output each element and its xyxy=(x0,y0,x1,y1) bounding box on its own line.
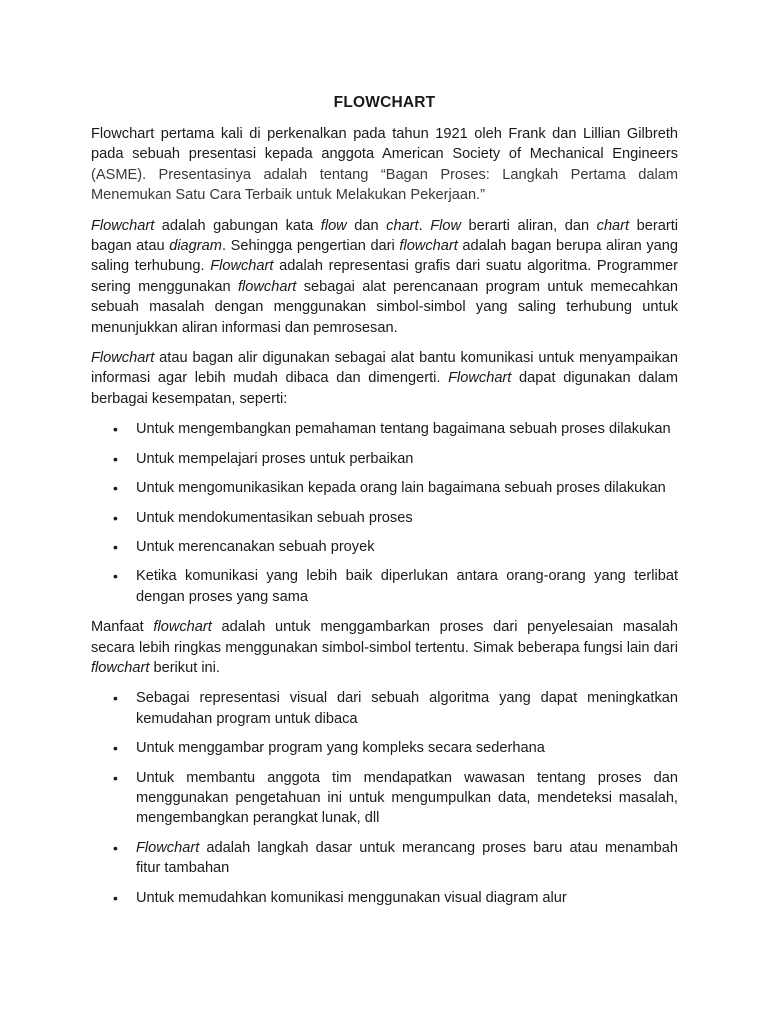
list-item xyxy=(91,449,678,469)
term-flowchart: flowchart xyxy=(153,619,212,636)
paragraph-usage xyxy=(91,348,678,409)
list-item xyxy=(91,508,678,528)
term-flow: flow xyxy=(320,217,347,234)
bullet-icon: • xyxy=(113,568,118,585)
list-item-text: Untuk membantu anggota tim mendapatkan wawasan tentang proses dan menggunakan pengetahuan ini untuk mengumpulkan data, mendeteksi masalah, mengembangkan perangkat lunak, dll xyxy=(136,769,678,827)
text-segment: berarti bagan atau xyxy=(91,217,678,255)
list-item xyxy=(91,888,678,908)
term-flowchart: flowchart xyxy=(399,238,458,255)
list-item-text: Sebagai representasi visual dari sebuah algoritma yang dapat meningkatkan kemudahan program untuk dibaca xyxy=(136,690,678,727)
term-flowchart: Flowchart xyxy=(136,839,200,856)
text-segment: dapat digunakan dalam berbagai kesempatan, seperti: xyxy=(91,370,678,407)
list-item xyxy=(91,688,678,729)
bullet-icon: • xyxy=(113,450,118,467)
term-flowchart: flowchart xyxy=(237,278,297,295)
term-flowchart: flowchart xyxy=(91,659,150,676)
list-item-text: Untuk menggambar program yang kompleks secara sederhana xyxy=(136,740,545,757)
bullet-icon: • xyxy=(113,509,118,526)
list-item-text: Untuk mendokumentasikan sebuah proses xyxy=(136,509,413,526)
text-segment: adalah bagan berupa aliran yang saling terhubung. xyxy=(91,238,678,275)
text-segment: Manfaat xyxy=(91,619,154,636)
list-item xyxy=(91,738,678,758)
list-item-text: Untuk memudahkan komunikasi menggunakan visual diagram alur xyxy=(136,889,567,906)
term-flow: Flow xyxy=(430,217,462,234)
list-item-text: Untuk merencanakan sebuah proyek xyxy=(136,538,375,555)
list-item xyxy=(91,419,678,439)
text-segment: . Sehingga pengertian dari xyxy=(221,238,400,255)
text-segment: atau bagan alir digunakan sebagai alat bantu komunikasi untuk menyampaikan informasi agar lebih mudah dibaca dan dimengerti. xyxy=(91,350,678,387)
text-segment: adalah gabungan kata xyxy=(154,217,321,234)
bullet-icon: • xyxy=(113,889,118,906)
term-flowchart: Flowchart xyxy=(91,350,155,367)
list-item xyxy=(91,838,678,879)
list-item xyxy=(91,478,678,498)
bullet-icon: • xyxy=(113,740,118,757)
functions-list xyxy=(91,688,678,908)
usage-list xyxy=(91,419,678,607)
document-title: FLOWCHART xyxy=(333,94,436,111)
term-flowchart: Flowchart xyxy=(448,370,512,387)
text-segment: adalah representasi grafis dari suatu algoritma. Programmer sering menggunakan xyxy=(91,258,678,295)
bullet-icon: • xyxy=(113,769,118,786)
list-item-text: Untuk mempelajari proses untuk perbaikan xyxy=(136,450,414,467)
term-diagram: diagram xyxy=(169,238,222,255)
list-item-text: Untuk mengomunikasikan kepada orang lain bagaimana sebuah proses dilakukan xyxy=(136,480,666,497)
list-item xyxy=(91,768,678,829)
list-item-text: adalah langkah dasar untuk merancang proses baru atau menambah fitur tambahan xyxy=(136,839,678,877)
text-segment: adalah untuk menggambarkan proses dari penyelesaian masalah secara lebih ringkas menggunakan simbol-simbol tertentu. Simak beberapa fungsi lain dari xyxy=(91,619,678,656)
paragraph-benefits xyxy=(91,617,678,678)
text-segment: berikut ini. xyxy=(149,659,220,676)
list-item xyxy=(91,537,678,557)
text-segment: . xyxy=(418,217,431,234)
paragraph-history xyxy=(91,124,678,206)
term-flowchart: Flowchart xyxy=(210,258,274,275)
paragraph-history-text: Flowchart pertama kali di perkenalkan pada tahun 1921 oleh Frank dan Lillian Gilbreth pada sebuah presentasi kepada anggota American Society of Mechanical Engineers xyxy=(91,126,678,163)
term-chart: chart xyxy=(596,217,630,234)
text-segment: berarti aliran, dan xyxy=(461,217,597,234)
list-item xyxy=(91,566,678,607)
list-item-text: Ketika komunikasi yang lebih baik diperlukan antara orang-orang yang terlibat dengan proses yang sama xyxy=(136,568,678,605)
list-item-text: Untuk mengembangkan pemahaman tentang bagaimana sebuah proses dilakukan xyxy=(136,421,671,438)
paragraph-history-quote: (ASME). Presentasinya adalah tentang “Bagan Proses: Langkah Pertama dalam Menemukan Satu Cara Terbaik untuk Melakukan Pekerjaan.” xyxy=(91,166,678,204)
bullet-icon: • xyxy=(113,480,118,497)
text-segment: dan xyxy=(346,217,387,234)
bullet-icon: • xyxy=(113,421,118,438)
document-page xyxy=(91,92,678,918)
bullet-icon: • xyxy=(113,538,118,555)
term-flowchart: Flowchart xyxy=(91,217,155,234)
bullet-icon: • xyxy=(113,839,118,856)
text-segment: sebagai alat perencanaan program untuk memecahkan sebuah masalah dengan menggunakan simbol-simbol yang saling terhubung untuk menunjukkan aliran informasi dan pemrosesan. xyxy=(91,278,678,336)
bullet-icon: • xyxy=(113,690,118,707)
paragraph-definition xyxy=(91,216,678,338)
term-chart: chart xyxy=(386,217,419,234)
